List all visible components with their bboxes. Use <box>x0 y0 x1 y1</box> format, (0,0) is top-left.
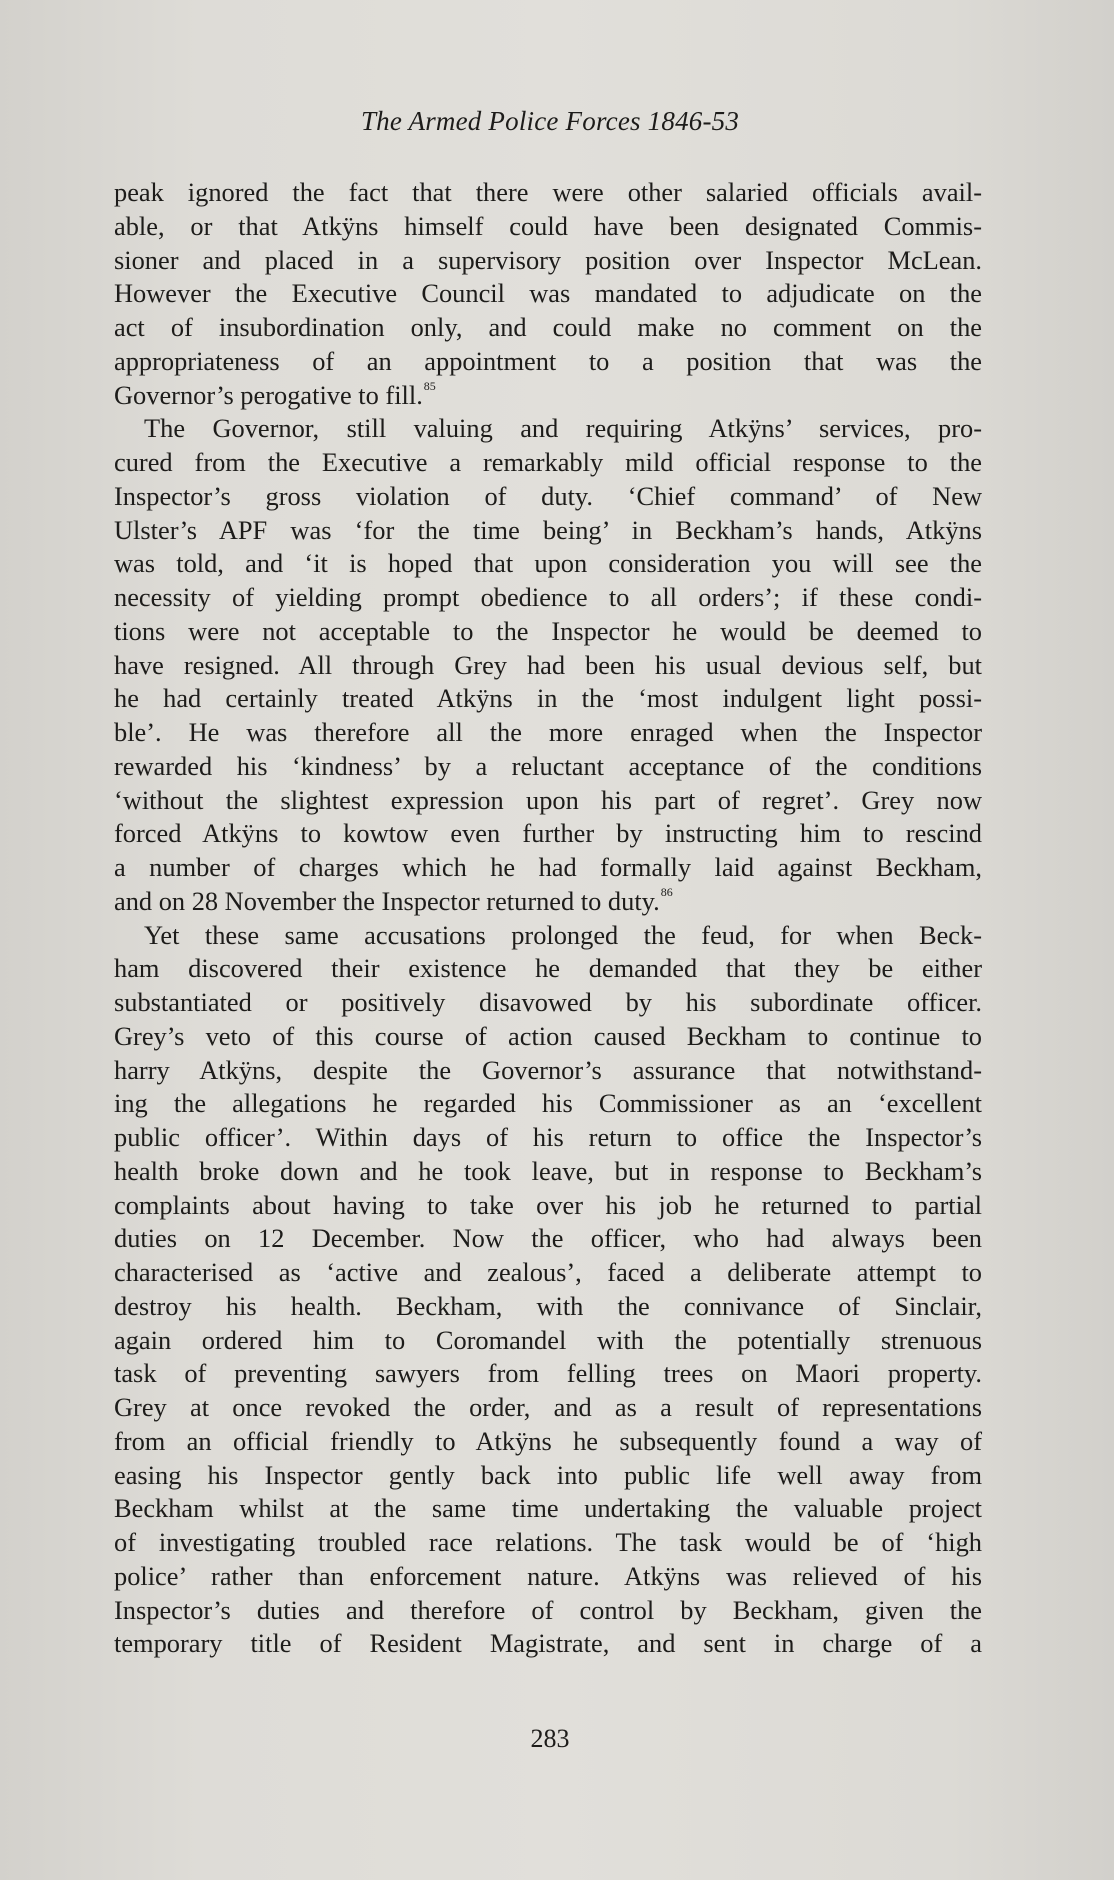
text-line: was told, and ‘it is hoped that upon consideration you will see the <box>114 548 982 579</box>
text-line: tions were not acceptable to the Inspector he would be deemed to <box>114 615 982 646</box>
text-line: The Governor, still valuing and requiring Atkÿns’ services, pro- <box>144 413 982 444</box>
running-head: The Armed Police Forces 1846-53 <box>360 106 740 136</box>
text-line: have resigned. All through Grey had been his usual devious self, but <box>114 649 982 680</box>
text-line: sioner and placed in a supervisory position over Inspector McLean. <box>114 244 982 275</box>
text-line: ham discovered their existence he demanded that they be either <box>114 953 982 984</box>
text-line: However the Executive Council was mandated to adjudicate on the <box>114 278 982 309</box>
text-line: a number of charges which he had formally laid against Beckham, <box>114 852 982 882</box>
text-line: ‘without the slightest expression upon his part of regret’. Grey now <box>114 784 982 815</box>
text-line: task of preventing sawyers from felling trees on Maori property. <box>114 1358 982 1389</box>
text-line: appropriateness of an appointment to a position that was the <box>114 345 982 376</box>
text-line: Inspector’s duties and therefore of control by Beckham, given the <box>114 1594 982 1625</box>
text-line: able, or that Atkÿns himself could have been designated Commis- <box>114 210 982 241</box>
text-line: ing the allegations he regarded his Commissioner as an ‘excellent <box>114 1088 982 1119</box>
footnote-marker[interactable]: 85 <box>423 378 436 393</box>
text-line: substantiated or positively disavowed by his subordinate officer. <box>114 987 982 1017</box>
text-line: Grey’s veto of this course of action caused Beckham to continue to <box>114 1020 982 1051</box>
text-line: he had certainly treated Atkÿns in the ‘most indulgent light possi- <box>114 683 982 714</box>
text-line: temporary title of Resident Magistrate, and sent in charge of a <box>114 1628 982 1659</box>
text-line: from an official friendly to Atkÿns he subsequently found a way of <box>114 1425 982 1456</box>
text-line: rewarded his ‘kindness’ by a reluctant acceptance of the conditions <box>114 750 982 781</box>
text-line: Yet these same accusations prolonged the feud, for when Beck- <box>144 919 982 950</box>
footnote-marker[interactable]: 86 <box>660 884 673 899</box>
paragraph-1 <box>114 176 982 412</box>
text-line: forced Atkÿns to kowtow even further by instructing him to rescind <box>114 818 982 849</box>
text-line: duties on 12 December. Now the officer, who had always been <box>114 1223 982 1254</box>
paragraph-2 <box>114 412 982 918</box>
text-line: destroy his health. Beckham, with the connivance of Sinclair, <box>114 1290 982 1321</box>
text-line: health broke down and he took leave, but in response to Beckham’s <box>114 1155 982 1186</box>
text-line: act of insubordination only, and could make no comment on the <box>114 312 982 342</box>
text-line: harry Atkÿns, despite the Governor’s assurance that notwithstand- <box>114 1054 982 1085</box>
text-line: complaints about having to take over his job he returned to partial <box>114 1189 982 1220</box>
text-line-last <box>114 379 982 413</box>
text-line: characterised as ‘active and zealous’, faced a deliberate attempt to <box>114 1257 982 1287</box>
text-line: Beckham whilst at the same time undertaking the valuable project <box>114 1493 982 1524</box>
page-number: 283 <box>530 1724 570 1753</box>
text-line: Inspector’s gross violation of duty. ‘Chief command’ of New <box>114 480 982 511</box>
text-line: again ordered him to Coromandel with the potentially strenuous <box>114 1324 982 1355</box>
text-line-content: Governor’s perogative to fill. <box>114 379 423 410</box>
text-line: of investigating troubled race relations. The task would be of ‘high <box>114 1527 982 1557</box>
text-line: Ulster’s APF was ‘for the time being’ in Beckham’s hands, Atkÿns <box>114 514 982 545</box>
text-line: necessity of yielding prompt obedience to all orders’; if these condi- <box>114 582 982 612</box>
text-line-last <box>114 885 982 919</box>
text-line: ble’. He was therefore all the more enraged when the Inspector <box>114 717 982 747</box>
body-text <box>114 176 982 1661</box>
text-line: public officer’. Within days of his return to office the Inspector’s <box>114 1122 982 1152</box>
text-line: Grey at once revoked the order, and as a result of representations <box>114 1392 982 1422</box>
text-line: easing his Inspector gently back into public life well away from <box>114 1459 982 1490</box>
text-line: peak ignored the fact that there were other salaried officials avail- <box>114 177 982 207</box>
text-line-content: and on 28 November the Inspector returned to duty. <box>114 885 660 916</box>
text-line: cured from the Executive a remarkably mild official response to the <box>114 447 982 477</box>
text-line: police’ rather than enforcement nature. Atkÿns was relieved of his <box>114 1560 982 1591</box>
paragraph-3 <box>114 919 982 1662</box>
